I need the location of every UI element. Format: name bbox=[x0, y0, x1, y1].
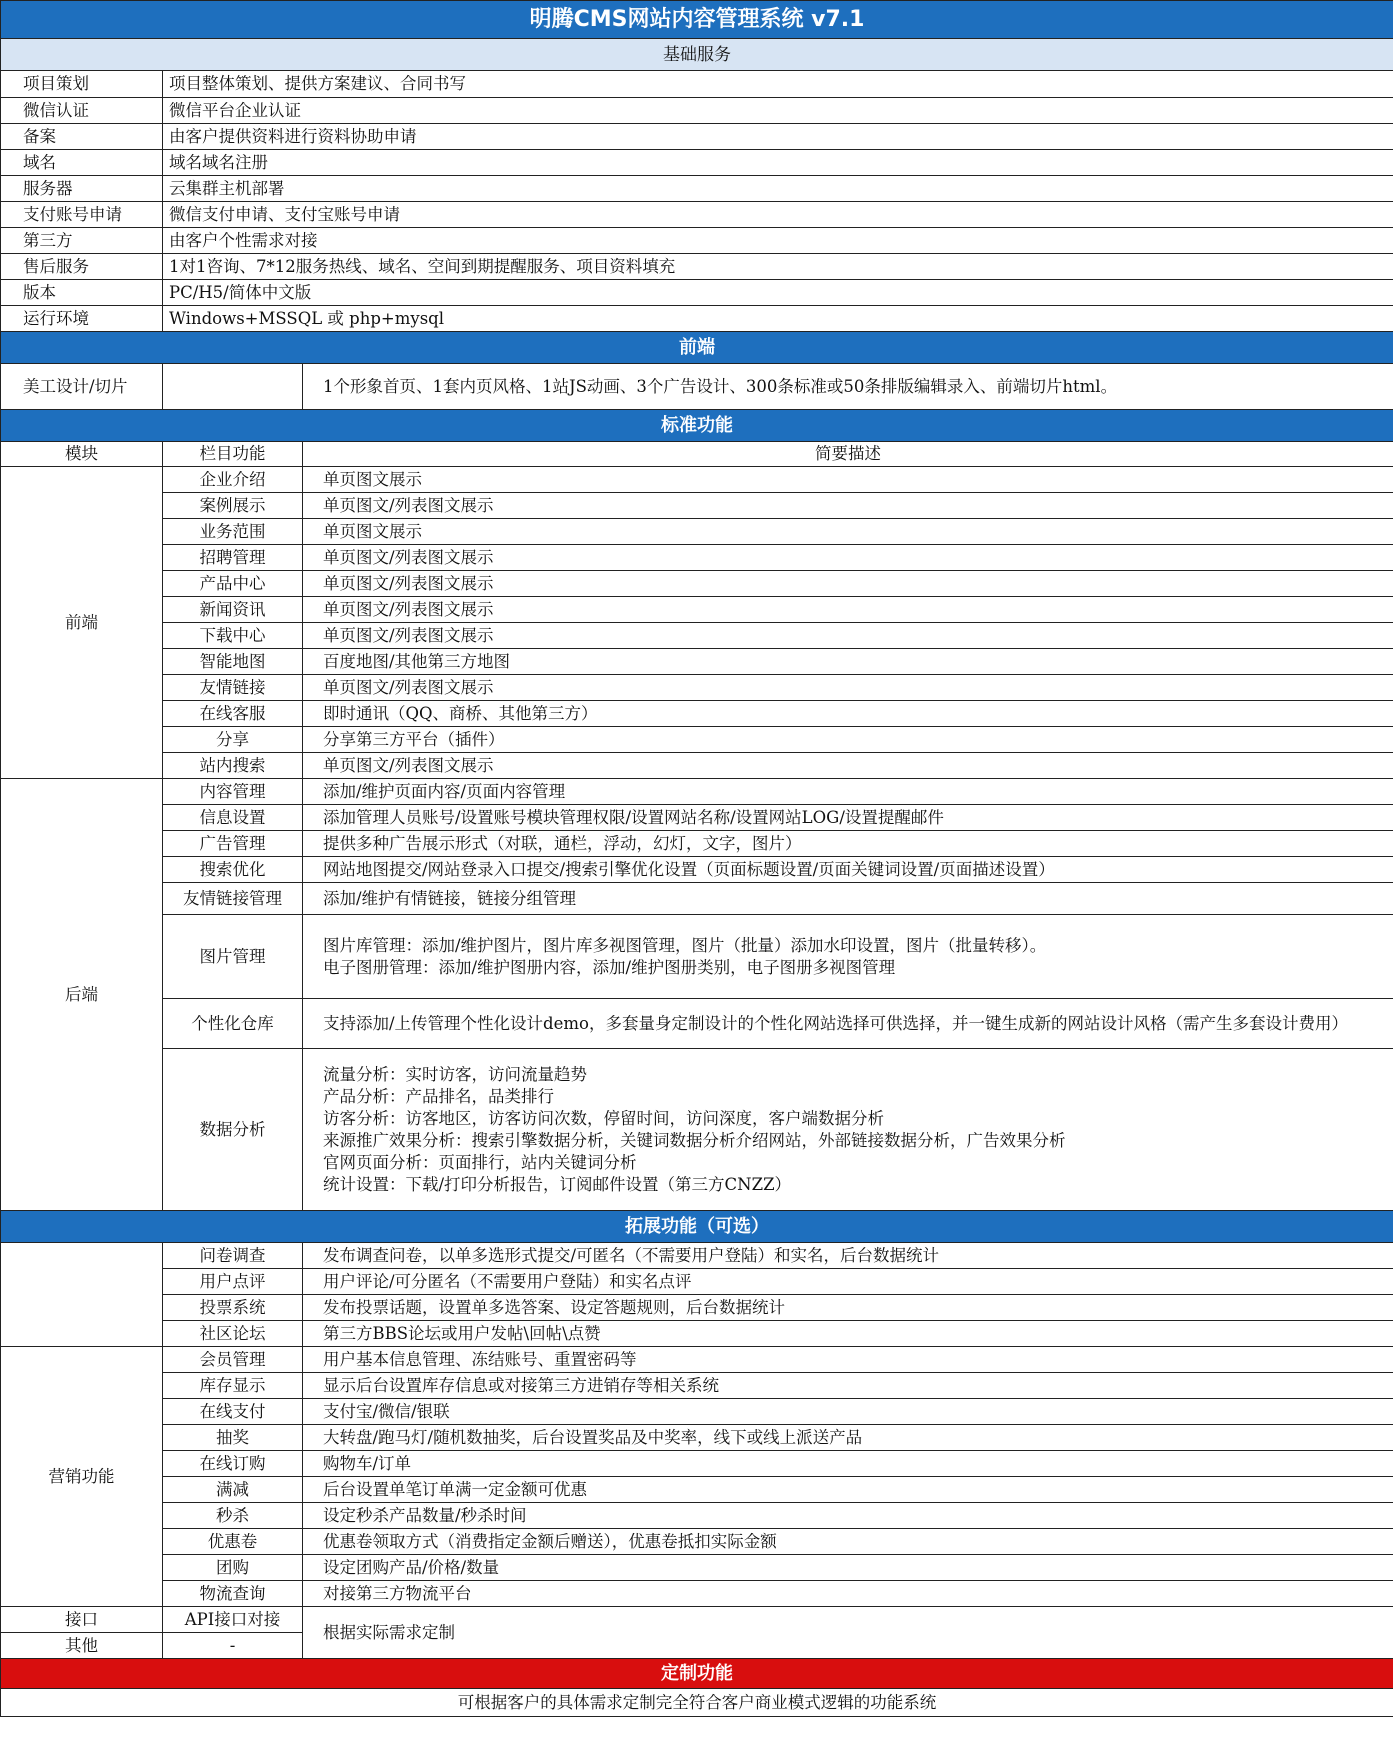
feature-description: 支付宝/微信/银联 bbox=[303, 1399, 1393, 1425]
module-backend-label: 后端 bbox=[1, 779, 163, 1211]
table-row bbox=[1, 1503, 1393, 1529]
description-line: 电子图册管理：添加/维护图册内容，添加/维护图册类别，电子图册多视图管理 bbox=[323, 957, 896, 977]
feature-name: 友情链接 bbox=[163, 675, 303, 701]
feature-name: 数据分析 bbox=[163, 1049, 303, 1211]
feature-name: 产品中心 bbox=[163, 571, 303, 597]
basic-row bbox=[1, 98, 1393, 124]
feature-name: 会员管理 bbox=[163, 1347, 303, 1373]
feature-name: - bbox=[163, 1633, 303, 1659]
table-row bbox=[1, 1321, 1393, 1347]
feature-name: 满减 bbox=[163, 1477, 303, 1503]
feature-name: 内容管理 bbox=[163, 779, 303, 805]
feature-name: 在线订购 bbox=[163, 1451, 303, 1477]
frontend-design-label: 美工设计/切片 bbox=[1, 364, 163, 410]
feature-description bbox=[303, 915, 1393, 999]
feature-name: 个性化仓库 bbox=[163, 999, 303, 1049]
feature-name: 招聘管理 bbox=[163, 545, 303, 571]
feature-name: 在线客服 bbox=[163, 701, 303, 727]
basic-row bbox=[1, 254, 1393, 280]
feature-description: 设定秒杀产品数量/秒杀时间 bbox=[303, 1503, 1393, 1529]
description-line: 流量分析：实时访客，访问流量趋势 bbox=[323, 1064, 587, 1084]
feature-description: 单页图文/列表图文展示 bbox=[303, 623, 1393, 649]
feature-description: 支持添加/上传管理个性化设计demo，多套量身定制设计的个性化网站选择可供选择，并一键生成新的网站设计风格（需产生多套设计费用） bbox=[303, 999, 1393, 1049]
feature-description: 用户评论/可分匿名（不需要用户登陆）和实名点评 bbox=[303, 1269, 1393, 1295]
feature-name: 团购 bbox=[163, 1555, 303, 1581]
feature-description: 百度地图/其他第三方地图 bbox=[303, 649, 1393, 675]
basic-row-label: 售后服务 bbox=[1, 254, 163, 280]
feature-description: 分享第三方平台（插件） bbox=[303, 727, 1393, 753]
feature-description: 单页图文展示 bbox=[303, 467, 1393, 493]
description-line: 访客分析：访客地区，访客访问次数，停留时间，访问深度，客户端数据分析 bbox=[323, 1108, 884, 1128]
column-description-header: 简要描述 bbox=[303, 442, 1393, 467]
feature-description: 后台设置单笔订单满一定金额可优惠 bbox=[303, 1477, 1393, 1503]
description-line: 产品分析：产品排名，品类排行 bbox=[323, 1086, 554, 1106]
feature-name: 新闻资讯 bbox=[163, 597, 303, 623]
feature-description: 单页图文/列表图文展示 bbox=[303, 545, 1393, 571]
basic-row-value: PC/H5/简体中文版 bbox=[163, 280, 1393, 306]
feature-description: 发布调查问卷，以单多选形式提交/可匿名（不需要用户登陆）和实名，后台数据统计 bbox=[303, 1243, 1393, 1269]
sheet-title: 明腾CMS网站内容管理系统 v7.1 bbox=[1, 1, 1393, 39]
module-extended-empty bbox=[1, 1243, 163, 1347]
basic-row-label: 项目策划 bbox=[1, 71, 163, 98]
table-row bbox=[1, 1243, 1393, 1269]
section-basic-heading: 基础服务 bbox=[1, 39, 1393, 71]
basic-row-label: 第三方 bbox=[1, 228, 163, 254]
feature-name: 信息设置 bbox=[163, 805, 303, 831]
module-api-label: 接口 bbox=[1, 1607, 163, 1633]
basic-row-value: Windows+MSSQL 或 php+mysql bbox=[163, 306, 1393, 332]
feature-description: 设定团购产品/价格/数量 bbox=[303, 1555, 1393, 1581]
basic-row-value: 1对1咨询、7*12服务热线、域名、空间到期提醒服务、项目资料填充 bbox=[163, 254, 1393, 280]
description-line: 图片库管理：添加/维护图片，图片库多视图管理，图片（批量）添加水印设置，图片（批量转移）。 bbox=[323, 935, 1047, 955]
table-row bbox=[1, 597, 1393, 623]
feature-name: 案例展示 bbox=[163, 493, 303, 519]
frontend-design-empty bbox=[163, 364, 303, 410]
feature-name: 智能地图 bbox=[163, 649, 303, 675]
feature-name: 业务范围 bbox=[163, 519, 303, 545]
feature-description: 显示后台设置库存信息或对接第三方进销存等相关系统 bbox=[303, 1373, 1393, 1399]
feature-name: 库存显示 bbox=[163, 1373, 303, 1399]
basic-row bbox=[1, 280, 1393, 306]
table-row bbox=[1, 493, 1393, 519]
custom-requirement-description: 根据实际需求定制 bbox=[303, 1607, 1393, 1659]
feature-name: 企业介绍 bbox=[163, 467, 303, 493]
feature-description: 即时通讯（QQ、商桥、其他第三方） bbox=[303, 701, 1393, 727]
basic-row-label: 支付账号申请 bbox=[1, 202, 163, 228]
feature-name: 友情链接管理 bbox=[163, 883, 303, 915]
table-row bbox=[1, 1555, 1393, 1581]
description-line: 官网页面分析：页面排行，站内关键词分析 bbox=[323, 1152, 637, 1172]
feature-name: 下载中心 bbox=[163, 623, 303, 649]
section-frontend-heading: 前端 bbox=[1, 332, 1393, 364]
module-frontend-label: 前端 bbox=[1, 467, 163, 779]
table-row bbox=[1, 1295, 1393, 1321]
basic-row bbox=[1, 202, 1393, 228]
feature-name: 抽奖 bbox=[163, 1425, 303, 1451]
table-row bbox=[1, 1373, 1393, 1399]
basic-row-label: 服务器 bbox=[1, 176, 163, 202]
table-row bbox=[1, 571, 1393, 597]
table-row bbox=[1, 831, 1393, 857]
table-row bbox=[1, 519, 1393, 545]
feature-description: 单页图文展示 bbox=[303, 519, 1393, 545]
table-row bbox=[1, 779, 1393, 805]
module-marketing-label: 营销功能 bbox=[1, 1347, 163, 1607]
basic-row bbox=[1, 176, 1393, 202]
feature-name: 搜索优化 bbox=[163, 857, 303, 883]
feature-description: 单页图文/列表图文展示 bbox=[303, 753, 1393, 779]
feature-description: 优惠卷领取方式（消费指定金额后赠送），优惠卷抵扣实际金额 bbox=[303, 1529, 1393, 1555]
table-row bbox=[1, 1451, 1393, 1477]
feature-name: 站内搜索 bbox=[163, 753, 303, 779]
table-row bbox=[1, 805, 1393, 831]
basic-row-value: 域名域名注册 bbox=[163, 150, 1393, 176]
column-module-header: 模块 bbox=[1, 442, 163, 467]
table-row bbox=[1, 1269, 1393, 1295]
feature-name: 图片管理 bbox=[163, 915, 303, 999]
section-standard-heading: 标准功能 bbox=[1, 410, 1393, 442]
basic-row-label: 微信认证 bbox=[1, 98, 163, 124]
feature-name: 物流查询 bbox=[163, 1581, 303, 1607]
table-row bbox=[1, 1399, 1393, 1425]
table-row bbox=[1, 1347, 1393, 1373]
feature-description: 添加/维护有情链接，链接分组管理 bbox=[303, 883, 1393, 915]
description-line: 统计设置：下载/打印分析报告，订阅邮件设置（第三方CNZZ） bbox=[323, 1174, 792, 1194]
feature-description: 大转盘/跑马灯/随机数抽奖，后台设置奖品及中奖率，线下或线上派送产品 bbox=[303, 1425, 1393, 1451]
feature-description: 单页图文/列表图文展示 bbox=[303, 571, 1393, 597]
basic-row-value: 项目整体策划、提供方案建议、合同书写 bbox=[163, 71, 1393, 98]
feature-description: 发布投票话题，设置单多选答案、设定答题规则，后台数据统计 bbox=[303, 1295, 1393, 1321]
feature-description: 网站地图提交/网站登录入口提交/搜索引擎优化设置（页面标题设置/页面关键词设置/页面描述设置） bbox=[303, 857, 1393, 883]
feature-name: 在线支付 bbox=[163, 1399, 303, 1425]
feature-name: 秒杀 bbox=[163, 1503, 303, 1529]
table-row bbox=[1, 623, 1393, 649]
feature-description: 单页图文/列表图文展示 bbox=[303, 597, 1393, 623]
basic-row-label: 版本 bbox=[1, 280, 163, 306]
feature-name: 用户点评 bbox=[163, 1269, 303, 1295]
feature-description: 单页图文/列表图文展示 bbox=[303, 675, 1393, 701]
basic-row-value: 微信支付申请、支付宝账号申请 bbox=[163, 202, 1393, 228]
basic-row-value: 由客户提供资料进行资料协助申请 bbox=[163, 124, 1393, 150]
basic-row-label: 备案 bbox=[1, 124, 163, 150]
feature-description: 用户基本信息管理、冻结账号、重置密码等 bbox=[303, 1347, 1393, 1373]
module-other-label: 其他 bbox=[1, 1633, 163, 1659]
basic-row-value: 由客户个性需求对接 bbox=[163, 228, 1393, 254]
section-extended-heading: 拓展功能（可选） bbox=[1, 1211, 1393, 1243]
feature-description: 添加管理人员账号/设置账号模块管理权限/设置网站名称/设置网站LOG/设置提醒邮件 bbox=[303, 805, 1393, 831]
feature-description: 购物车/订单 bbox=[303, 1451, 1393, 1477]
column-feature-header: 栏目功能 bbox=[163, 442, 303, 467]
basic-row bbox=[1, 228, 1393, 254]
basic-row-value: 微信平台企业认证 bbox=[163, 98, 1393, 124]
feature-description: 对接第三方物流平台 bbox=[303, 1581, 1393, 1607]
basic-row-label: 运行环境 bbox=[1, 306, 163, 332]
table-row bbox=[1, 467, 1393, 493]
feature-description: 提供多种广告展示形式（对联，通栏，浮动，幻灯，文字，图片） bbox=[303, 831, 1393, 857]
basic-row bbox=[1, 150, 1393, 176]
table-row bbox=[1, 753, 1393, 779]
feature-name: 优惠卷 bbox=[163, 1529, 303, 1555]
feature-description bbox=[303, 1049, 1393, 1211]
table-row bbox=[1, 857, 1393, 883]
custom-description: 可根据客户的具体需求定制完全符合客户商业模式逻辑的功能系统 bbox=[1, 1689, 1393, 1717]
table-row bbox=[1, 883, 1393, 915]
table-row bbox=[1, 1529, 1393, 1555]
feature-description: 第三方BBS论坛或用户发帖\回帖\点赞 bbox=[303, 1321, 1393, 1347]
table-row bbox=[1, 1477, 1393, 1503]
feature-description: 添加/维护页面内容/页面内容管理 bbox=[303, 779, 1393, 805]
feature-name: 问卷调查 bbox=[163, 1243, 303, 1269]
table-row bbox=[1, 545, 1393, 571]
table-row bbox=[1, 675, 1393, 701]
table-row bbox=[1, 727, 1393, 753]
feature-name: 社区论坛 bbox=[163, 1321, 303, 1347]
feature-description: 单页图文/列表图文展示 bbox=[303, 493, 1393, 519]
table-row bbox=[1, 701, 1393, 727]
basic-row bbox=[1, 71, 1393, 98]
basic-row bbox=[1, 306, 1393, 332]
basic-row-value: 云集群主机部署 bbox=[163, 176, 1393, 202]
feature-name: API接口对接 bbox=[163, 1607, 303, 1633]
section-custom-heading: 定制功能 bbox=[1, 1659, 1393, 1689]
feature-name: 投票系统 bbox=[163, 1295, 303, 1321]
description-line: 来源推广效果分析：搜索引擎数据分析，关键词数据分析介绍网站，外部链接数据分析，广告效果分析 bbox=[323, 1130, 1066, 1150]
frontend-design-value: 1个形象首页、1套内页风格、1站JS动画、3个广告设计、300条标准或50条排版编辑录入、前端切片html。 bbox=[303, 364, 1393, 410]
table-row bbox=[1, 1425, 1393, 1451]
feature-name: 分享 bbox=[163, 727, 303, 753]
basic-row-label: 域名 bbox=[1, 150, 163, 176]
basic-row bbox=[1, 124, 1393, 150]
table-row bbox=[1, 649, 1393, 675]
feature-name: 广告管理 bbox=[163, 831, 303, 857]
table-row bbox=[1, 1581, 1393, 1607]
